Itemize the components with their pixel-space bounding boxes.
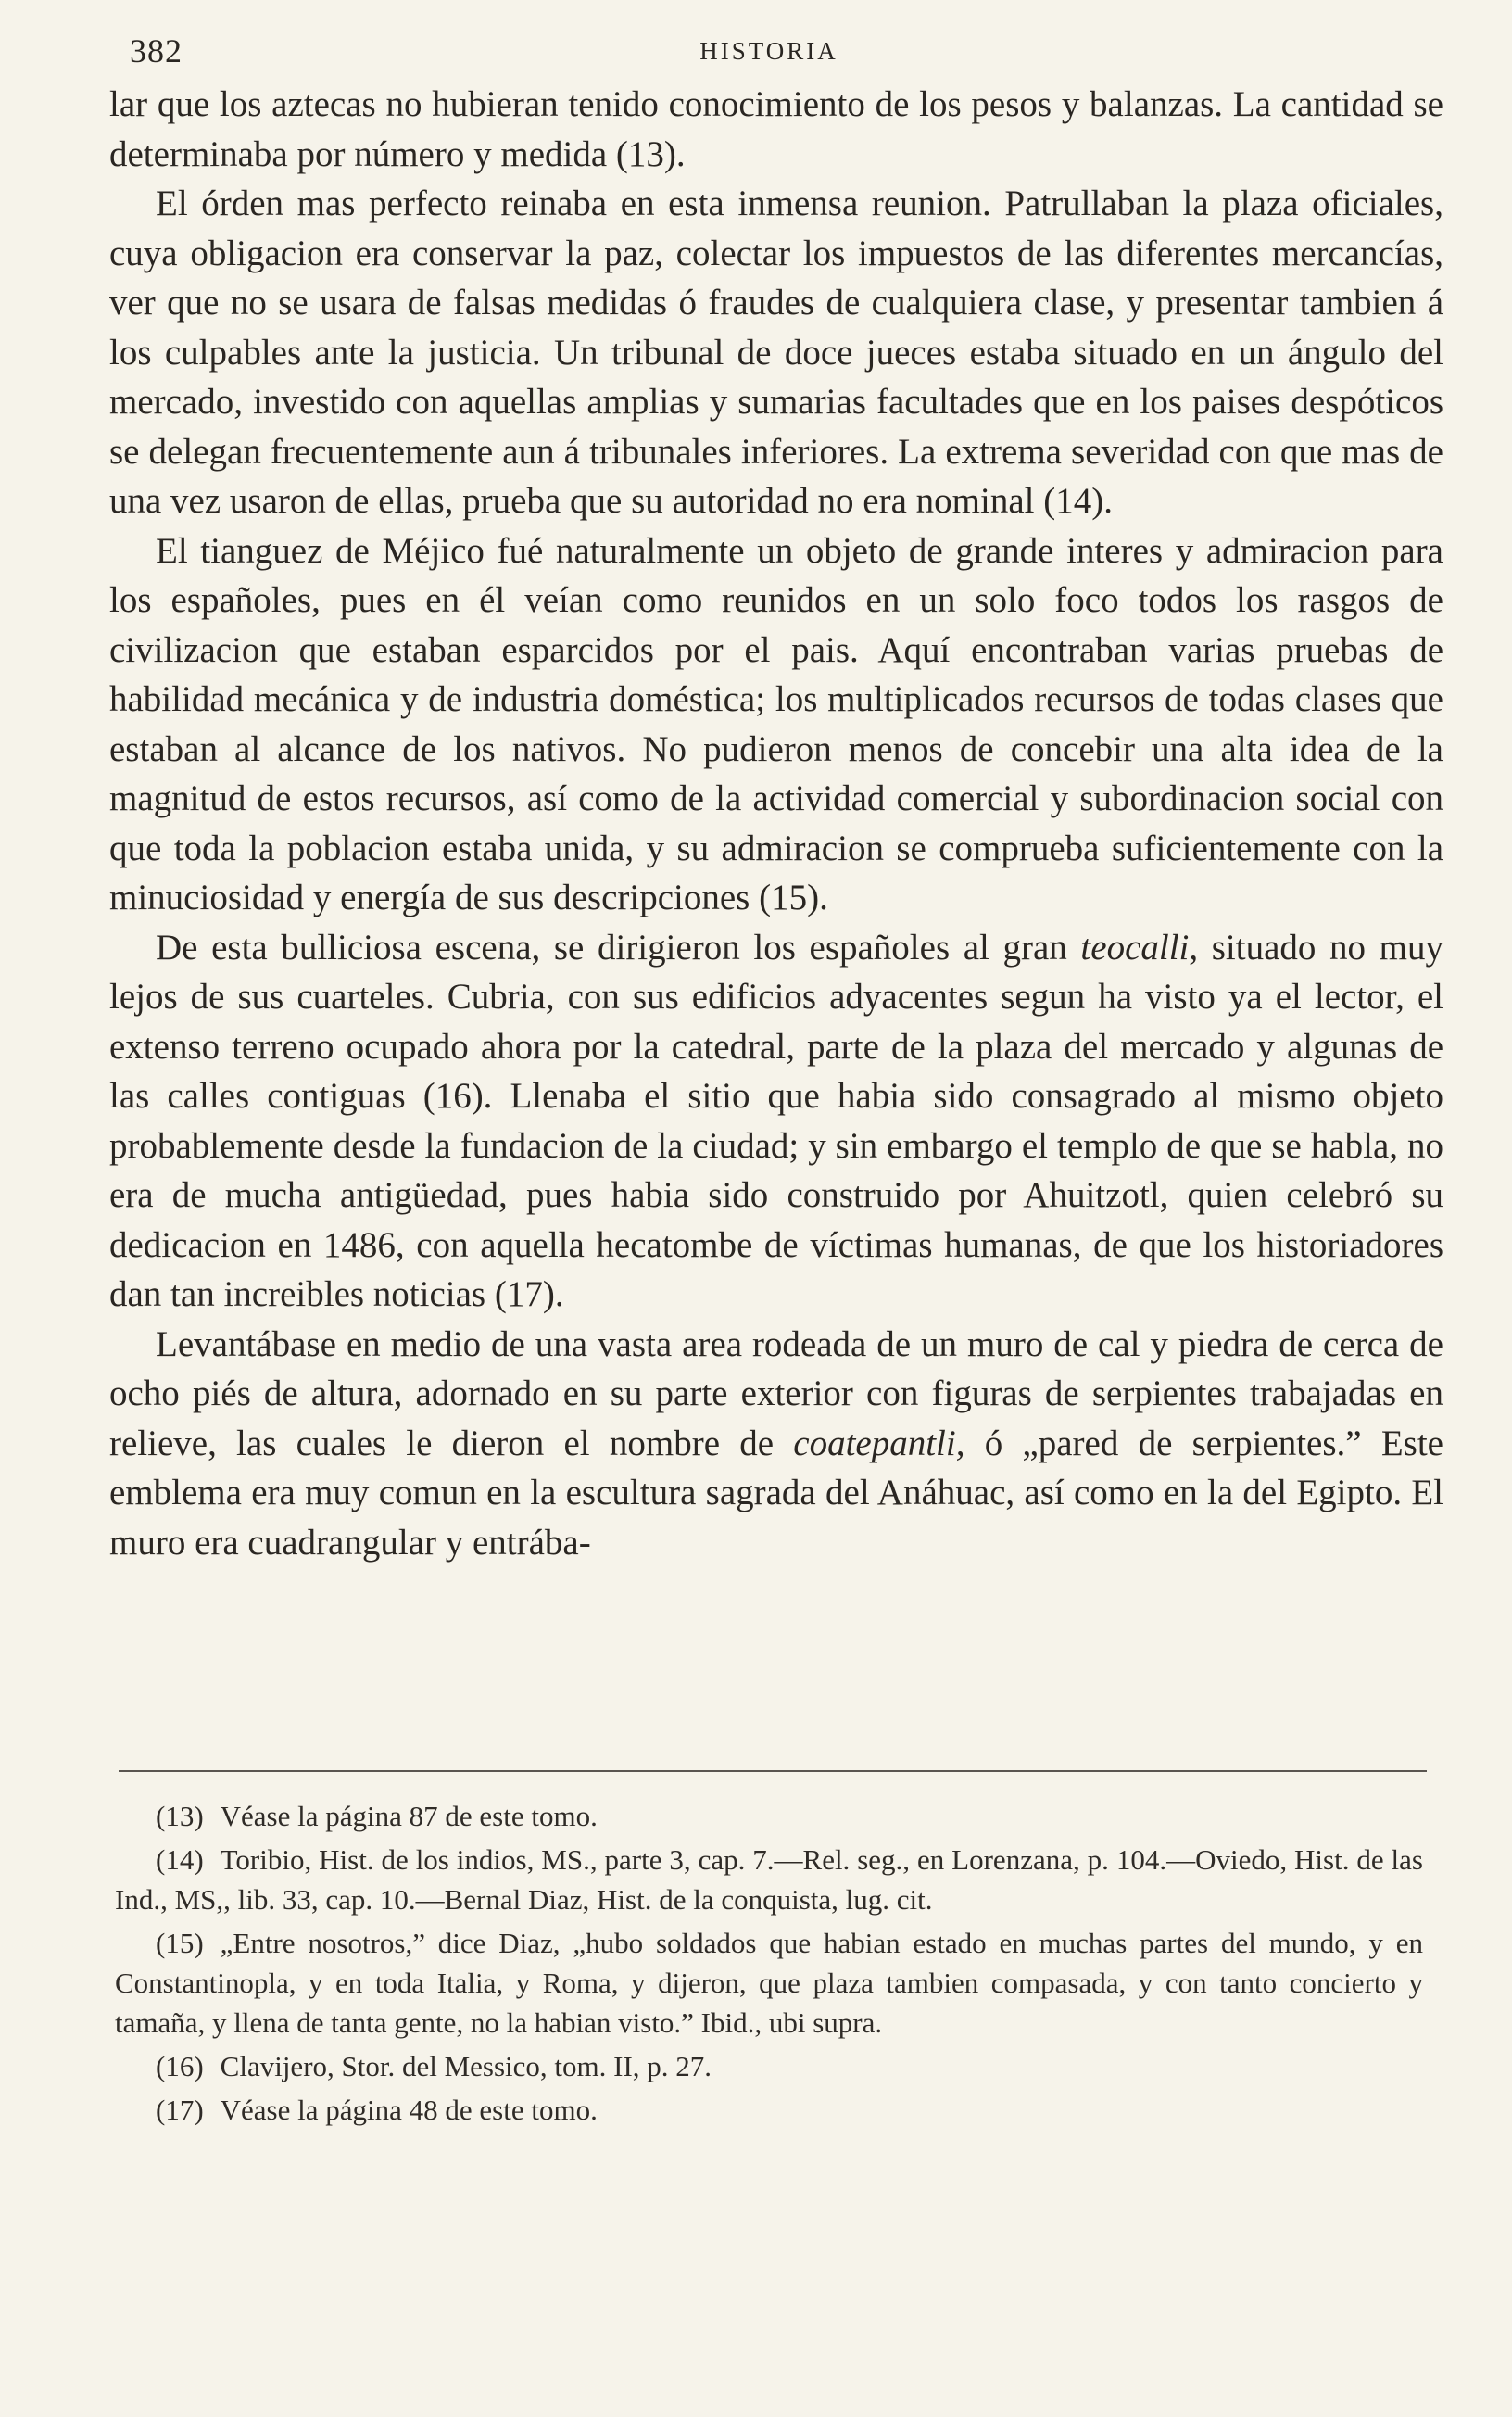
footnote-number: (16) — [156, 2050, 204, 2082]
footnote-number: (17) — [156, 2094, 204, 2126]
paragraph-1: lar que los aztecas no hubieran tenido conocimiento de los pesos y balanzas. La cantidad se determinaba por número y medida (13). — [109, 84, 1443, 174]
coatepantli-term: coatepantli, — [793, 1423, 965, 1463]
paragraph-5-text-b: ó „pared de serpientes.” Este emblema era muy comun en la escultura sagrada del Anáhuac, así como en la del Egipto. El muro era cuadrangular y entrába- — [109, 1423, 1443, 1563]
body-text — [109, 80, 1443, 1567]
footnote-14 — [115, 1840, 1423, 1919]
footnote-text: Véase la página 48 de este tomo. — [220, 2094, 598, 2126]
running-head: HISTORIA — [699, 37, 838, 65]
footnote-text: Clavijero, Stor. del Messico, tom. II, p. 27. — [220, 2050, 712, 2082]
footnote-text: Toribio, Hist. de los indios, MS., parte 3, cap. 7.—Rel. seg., en Lorenzana, p. 104.—Oviedo, Hist. de las Ind., MS,, lib. 33, cap. 10.—Bernal Diaz, Hist. de la conquista, lug. cit. — [115, 1843, 1423, 1916]
paragraph-4-text-a: De esta bulliciosa escena, se dirigieron los españoles al gran — [156, 927, 1081, 968]
footnote-number: (13) — [156, 1800, 204, 1832]
paragraph-4-text-b: situado no muy lejos de sus cuarteles. Cubria, con sus edificios adyacentes segun ha visto ya el lector, el extenso terreno ocupado ahora por la catedral, parte de la plaza del mercado y algunas de las calles contiguas (16). Llenaba el sitio que habia sido consagrado al mismo objeto probablemente desde la fundacion de la ciudad; y sin embargo el templo de que se habla, no era de mucha antigüedad, pues habia sido construido por Ahuitzotl, quien celebró su dedicacion en 1486, con aquella hecatombe de víctimas humanas, de que los historiadores dan tan increibles noticias (17). — [109, 927, 1443, 1314]
footnote-text: Véase la página 87 de este tomo. — [220, 1800, 598, 1832]
footnote-16 — [115, 2046, 1423, 2086]
footnote-13 — [115, 1796, 1423, 1836]
paragraph-3: El tianguez de Méjico fué naturalmente un objeto de grande interes y admiracion para los españoles, pues en él veían como reunidos en un solo foco todos los rasgos de civilizacion que estaban esparcidos por el pais. Aquí encontraban varias pruebas de habilidad mecánica y de industria doméstica; los multiplicados recursos de todas clases que estaban al alcance de los nativos. No pudieron menos de concebir una alta idea de la magnitud de estos recursos, así como de la actividad comercial y subordinacion social con que toda la poblacion estaba unida, y su admiracion se comprueba suficientemente con la minuciosidad y energía de sus descripciones (15). — [109, 530, 1443, 917]
page-number: 382 — [130, 32, 183, 70]
footnote-number: (15) — [156, 1927, 204, 1959]
paragraph-5 — [109, 1320, 1443, 1568]
paragraph-4 — [109, 923, 1443, 1320]
page-header — [111, 26, 1427, 82]
footnote-divider — [119, 1770, 1427, 1772]
footnote-17 — [115, 2090, 1423, 2130]
paragraph-5-text-a: Levantábase en medio de una vasta area rodeada de un muro de cal y piedra de cerca de ocho piés de altura, adornado en su parte exterior con figuras de serpientes trabajadas en relieve, las cuales le dieron el nombre de — [109, 1323, 1443, 1463]
footnote-number: (14) — [156, 1843, 204, 1876]
teocalli-term: teocalli, — [1080, 927, 1199, 968]
footnote-text: „Entre nosotros,” dice Diaz, „hubo soldados que habian estado en muchas partes del mundo, y en Constantinopla, y en toda Italia, y Roma, y dijeron, que plaza tambien compasada, y con tanto concierto y tamaña, y llena de tanta gente, no la habian visto.” Ibid., ubi supra. — [115, 1927, 1423, 2039]
paragraph-2: El órden mas perfecto reinaba en esta inmensa reunion. Patrullaban la plaza oficiales, cuya obligacion era conservar la paz, colectar los impuestos de las diferentes mercancías, ver que no se usara de falsas medidas ó fraudes de cualquiera clase, y presentar tambien á los culpables ante la justicia. Un tribunal de doce jueces estaba situado en un ángulo del mercado, investido con aquellas amplias y sumarias facultades que en los paises despóticos se delegan frecuentemente aun á tribunales inferiores. La extrema severidad con que mas de una vez usaron de ellas, prueba que su autoridad no era nominal (14). — [109, 183, 1443, 521]
footnotes — [115, 1796, 1423, 2133]
footnote-15 — [115, 1923, 1423, 2043]
